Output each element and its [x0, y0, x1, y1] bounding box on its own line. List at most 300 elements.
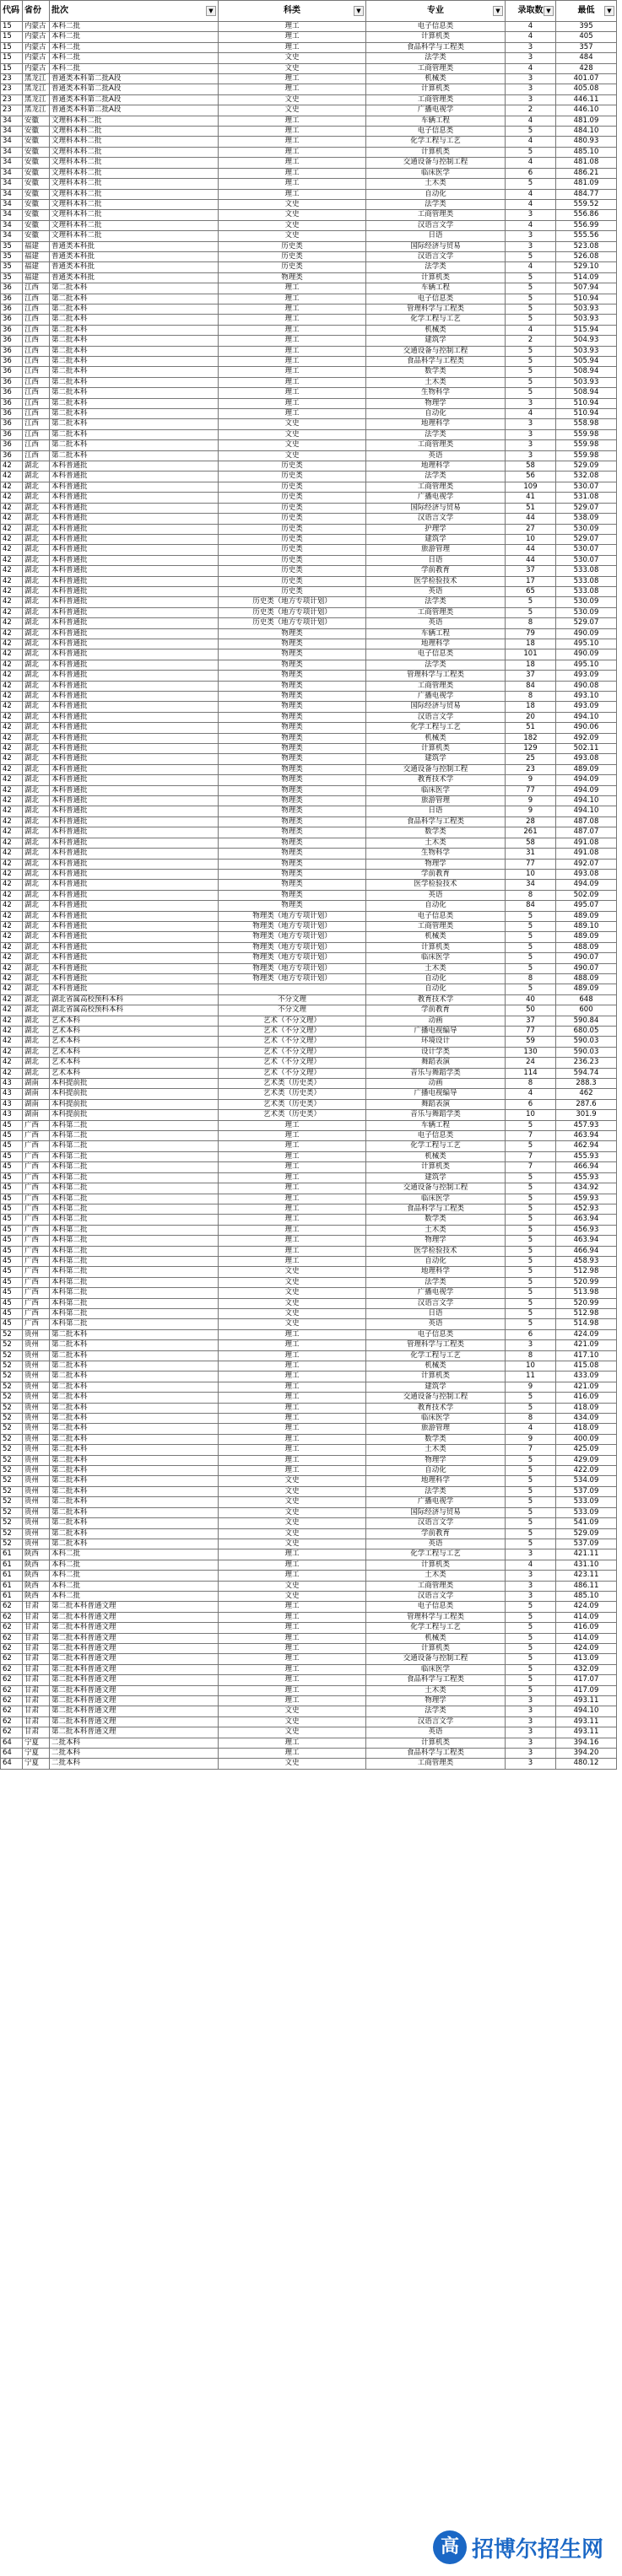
cell-min[interactable]: 395 — [556, 22, 617, 32]
cell-min[interactable]: 520.99 — [556, 1277, 617, 1287]
cell-min[interactable]: 456.93 — [556, 1225, 617, 1235]
cell-count[interactable]: 77 — [506, 1027, 556, 1037]
table-row[interactable] — [1, 294, 617, 304]
cell-min[interactable]: 490.07 — [556, 963, 617, 973]
cell-prov[interactable]: 江西 — [23, 304, 50, 314]
cell-code[interactable]: 15 — [1, 53, 23, 63]
cell-batch[interactable]: 本科第二批 — [50, 1236, 219, 1246]
cell-cat[interactable]: 理工 — [219, 116, 366, 126]
table-row[interactable] — [1, 1277, 617, 1287]
table-row[interactable] — [1, 660, 617, 670]
cell-cat[interactable]: 物理类 — [219, 723, 366, 733]
cell-major[interactable]: 车辆工程 — [366, 628, 506, 639]
cell-major[interactable]: 法学类 — [366, 1277, 506, 1287]
cell-count[interactable]: 5 — [506, 1194, 556, 1204]
cell-cat[interactable]: 文史 — [219, 1277, 366, 1287]
column-header-count[interactable] — [506, 1, 556, 22]
table-row[interactable] — [1, 32, 617, 42]
cell-batch[interactable]: 本科提前批 — [50, 1099, 219, 1109]
cell-major[interactable]: 国际经济与贸易 — [366, 702, 506, 712]
cell-code[interactable]: 42 — [1, 545, 23, 555]
cell-batch[interactable]: 第二批本科 — [50, 304, 219, 314]
cell-cat[interactable]: 物理类（地方专项计划） — [219, 942, 366, 952]
cell-batch[interactable]: 本科普通批 — [50, 963, 219, 973]
table-row[interactable] — [1, 838, 617, 848]
cell-prov[interactable]: 陕西 — [23, 1549, 50, 1560]
cell-batch[interactable]: 本科第二批 — [50, 1308, 219, 1318]
cell-prov[interactable]: 黑龙江 — [23, 105, 50, 116]
cell-code[interactable]: 36 — [1, 388, 23, 398]
cell-prov[interactable]: 贵州 — [23, 1455, 50, 1465]
cell-batch[interactable]: 本科第二批 — [50, 1215, 219, 1225]
cell-cat[interactable]: 物理类（地方专项计划） — [219, 921, 366, 931]
cell-code[interactable]: 62 — [1, 1623, 23, 1633]
cell-batch[interactable]: 本科普通批 — [50, 744, 219, 754]
cell-min[interactable]: 425.09 — [556, 1445, 617, 1455]
cell-prov[interactable]: 湖北 — [23, 838, 50, 848]
cell-cat[interactable]: 文史 — [219, 231, 366, 241]
table-row[interactable] — [1, 586, 617, 596]
cell-count[interactable]: 79 — [506, 628, 556, 639]
cell-batch[interactable]: 第二批本科 — [50, 388, 219, 398]
cell-cat[interactable]: 理工 — [219, 1256, 366, 1266]
cell-code[interactable]: 42 — [1, 953, 23, 963]
cell-batch[interactable]: 第二批本科 — [50, 398, 219, 408]
cell-major[interactable]: 计算机类 — [366, 1162, 506, 1172]
cell-major[interactable]: 车辆工程 — [366, 116, 506, 126]
cell-prov[interactable]: 湖南 — [23, 1089, 50, 1099]
cell-count[interactable]: 5 — [506, 1675, 556, 1685]
table-row[interactable] — [1, 74, 617, 84]
cell-count[interactable]: 58 — [506, 461, 556, 472]
cell-cat[interactable]: 物理类 — [219, 712, 366, 722]
cell-code[interactable]: 34 — [1, 137, 23, 147]
table-row[interactable] — [1, 1382, 617, 1392]
cell-prov[interactable]: 陕西 — [23, 1591, 50, 1601]
table-row[interactable] — [1, 1162, 617, 1172]
cell-code[interactable]: 36 — [1, 346, 23, 356]
cell-major[interactable]: 土木类 — [366, 1225, 506, 1235]
cell-cat[interactable]: 物理类（地方专项计划） — [219, 932, 366, 942]
cell-cat[interactable]: 物理类 — [219, 628, 366, 639]
cell-count[interactable]: 8 — [506, 618, 556, 628]
cell-major[interactable]: 电子信息类 — [366, 1602, 506, 1612]
cell-count[interactable]: 37 — [506, 1016, 556, 1026]
cell-count[interactable]: 5 — [506, 315, 556, 325]
table-row[interactable] — [1, 1308, 617, 1318]
cell-batch[interactable]: 本科普通批 — [50, 723, 219, 733]
table-row[interactable] — [1, 388, 617, 398]
cell-cat[interactable]: 历史类 — [219, 586, 366, 596]
cell-major[interactable]: 电子信息类 — [366, 911, 506, 921]
cell-cat[interactable]: 文史 — [219, 1288, 366, 1298]
cell-major[interactable]: 教育技术学 — [366, 1403, 506, 1413]
cell-batch[interactable]: 普通类本科第二批A段 — [50, 94, 219, 105]
cell-code[interactable]: 52 — [1, 1329, 23, 1339]
cell-prov[interactable]: 湖北 — [23, 649, 50, 660]
cell-major[interactable]: 交通设备与控制工程 — [366, 764, 506, 774]
cell-min[interactable]: 503.93 — [556, 346, 617, 356]
cell-cat[interactable]: 历史类（地方专项计划） — [219, 607, 366, 617]
cell-count[interactable]: 4 — [506, 137, 556, 147]
cell-count[interactable]: 5 — [506, 1612, 556, 1622]
cell-count[interactable]: 17 — [506, 576, 556, 586]
cell-count[interactable]: 4 — [506, 220, 556, 230]
table-row[interactable] — [1, 671, 617, 681]
cell-major[interactable]: 旅游管理 — [366, 796, 506, 806]
cell-cat[interactable]: 文史 — [219, 419, 366, 429]
cell-count[interactable]: 51 — [506, 723, 556, 733]
cell-code[interactable]: 34 — [1, 127, 23, 137]
table-row[interactable] — [1, 1507, 617, 1517]
cell-cat[interactable]: 物理类 — [219, 785, 366, 795]
cell-cat[interactable]: 物理类 — [219, 859, 366, 869]
cell-count[interactable]: 5 — [506, 1298, 556, 1308]
cell-major[interactable]: 自动化 — [366, 409, 506, 419]
cell-min[interactable]: 494.10 — [556, 712, 617, 722]
table-row[interactable] — [1, 158, 617, 168]
cell-min[interactable]: 414.09 — [556, 1633, 617, 1643]
cell-code[interactable]: 42 — [1, 806, 23, 816]
cell-prov[interactable]: 湖北 — [23, 953, 50, 963]
cell-count[interactable]: 37 — [506, 566, 556, 576]
cell-batch[interactable]: 艺术本科 — [50, 1016, 219, 1026]
cell-major[interactable]: 广播电视学 — [366, 105, 506, 116]
cell-count[interactable]: 5 — [506, 1539, 556, 1549]
cell-code[interactable]: 42 — [1, 493, 23, 503]
cell-batch[interactable]: 普通类本科批 — [50, 251, 219, 261]
cell-major[interactable]: 自动化 — [366, 189, 506, 199]
cell-prov[interactable]: 广西 — [23, 1256, 50, 1266]
cell-code[interactable]: 42 — [1, 649, 23, 660]
cell-count[interactable]: 4 — [506, 1560, 556, 1570]
cell-batch[interactable]: 本科第二批 — [50, 1172, 219, 1183]
cell-count[interactable]: 3 — [506, 1591, 556, 1601]
cell-batch[interactable]: 本科普通批 — [50, 785, 219, 795]
cell-min[interactable]: 559.98 — [556, 450, 617, 461]
table-row[interactable] — [1, 973, 617, 984]
cell-code[interactable]: 36 — [1, 429, 23, 439]
table-row[interactable] — [1, 440, 617, 450]
cell-count[interactable]: 25 — [506, 754, 556, 764]
cell-min[interactable]: 531.08 — [556, 493, 617, 503]
table-row[interactable] — [1, 806, 617, 816]
cell-count[interactable]: 4 — [506, 22, 556, 32]
table-row[interactable] — [1, 1236, 617, 1246]
cell-cat[interactable]: 物理类 — [219, 775, 366, 785]
cell-cat[interactable]: 物理类 — [219, 272, 366, 283]
cell-code[interactable]: 15 — [1, 32, 23, 42]
cell-count[interactable]: 3 — [506, 419, 556, 429]
table-row[interactable] — [1, 1089, 617, 1099]
cell-min[interactable]: 541.09 — [556, 1518, 617, 1528]
cell-code[interactable]: 42 — [1, 576, 23, 586]
cell-min[interactable]: 466.94 — [556, 1246, 617, 1256]
cell-major[interactable]: 车辆工程 — [366, 1120, 506, 1130]
table-row[interactable] — [1, 450, 617, 461]
cell-major[interactable]: 土木类 — [366, 963, 506, 973]
cell-count[interactable]: 5 — [506, 179, 556, 189]
cell-min[interactable]: 487.08 — [556, 816, 617, 827]
table-row[interactable] — [1, 1571, 617, 1581]
table-row[interactable] — [1, 220, 617, 230]
cell-batch[interactable]: 第二批本科 — [50, 1466, 219, 1476]
cell-cat[interactable]: 艺术（不分文理） — [219, 1016, 366, 1026]
table-row[interactable] — [1, 524, 617, 534]
table-row[interactable] — [1, 461, 617, 472]
cell-min[interactable]: 462 — [556, 1089, 617, 1099]
cell-major[interactable]: 工商管理类 — [366, 921, 506, 931]
cell-count[interactable]: 6 — [506, 168, 556, 178]
cell-prov[interactable]: 福建 — [23, 272, 50, 283]
cell-major[interactable]: 国际经济与贸易 — [366, 1507, 506, 1517]
cell-batch[interactable]: 文理科本科二批 — [50, 199, 219, 209]
cell-count[interactable]: 4 — [506, 325, 556, 335]
cell-batch[interactable]: 本科第二批 — [50, 1141, 219, 1151]
cell-count[interactable]: 11 — [506, 1372, 556, 1382]
cell-batch[interactable]: 第二批本科 — [50, 1414, 219, 1424]
cell-major[interactable]: 地理科学 — [366, 419, 506, 429]
cell-batch[interactable]: 文理科本科二批 — [50, 189, 219, 199]
cell-code[interactable]: 34 — [1, 147, 23, 157]
cell-batch[interactable]: 本科普通批 — [50, 618, 219, 628]
table-row[interactable] — [1, 1486, 617, 1496]
cell-batch[interactable]: 第二批本科普通文理 — [50, 1612, 219, 1622]
cell-code[interactable]: 42 — [1, 901, 23, 911]
table-row[interactable] — [1, 1298, 617, 1308]
table-row[interactable] — [1, 63, 617, 73]
cell-code[interactable]: 36 — [1, 336, 23, 346]
cell-prov[interactable]: 广西 — [23, 1288, 50, 1298]
cell-batch[interactable]: 本科二批 — [50, 1571, 219, 1581]
cell-min[interactable]: 405.08 — [556, 84, 617, 94]
cell-min[interactable]: 590.03 — [556, 1047, 617, 1057]
cell-batch[interactable]: 第二批本科 — [50, 1445, 219, 1455]
cell-code[interactable]: 42 — [1, 1016, 23, 1026]
cell-prov[interactable]: 贵州 — [23, 1528, 50, 1539]
cell-min[interactable]: 424.09 — [556, 1643, 617, 1653]
cell-code[interactable]: 45 — [1, 1246, 23, 1256]
cell-count[interactable]: 5 — [506, 377, 556, 387]
cell-prov[interactable]: 贵州 — [23, 1434, 50, 1444]
cell-prov[interactable]: 湖北 — [23, 806, 50, 816]
cell-prov[interactable]: 湖北 — [23, 785, 50, 795]
cell-code[interactable]: 45 — [1, 1225, 23, 1235]
cell-major[interactable]: 工商管理类 — [366, 482, 506, 492]
cell-count[interactable]: 5 — [506, 1183, 556, 1194]
cell-code[interactable]: 62 — [1, 1643, 23, 1653]
cell-min[interactable]: 495.07 — [556, 901, 617, 911]
table-row[interactable] — [1, 1497, 617, 1507]
cell-batch[interactable]: 第二批本科 — [50, 1350, 219, 1361]
cell-prov[interactable]: 甘肃 — [23, 1612, 50, 1622]
table-row[interactable] — [1, 1738, 617, 1748]
cell-min[interactable]: 532.08 — [556, 472, 617, 482]
cell-min[interactable]: 510.94 — [556, 398, 617, 408]
cell-count[interactable]: 3 — [506, 231, 556, 241]
cell-cat[interactable]: 艺术类（历史类） — [219, 1110, 366, 1120]
cell-count[interactable]: 5 — [506, 1215, 556, 1225]
filter-dropdown-icon[interactable]: ▼ — [493, 6, 503, 16]
cell-major[interactable]: 食品科学与工程类 — [366, 1675, 506, 1685]
cell-batch[interactable]: 第二批本科普通文理 — [50, 1685, 219, 1695]
cell-cat[interactable]: 艺术（不分文理） — [219, 1068, 366, 1078]
cell-cat[interactable]: 理工 — [219, 22, 366, 32]
cell-code[interactable]: 42 — [1, 869, 23, 879]
cell-min[interactable]: 463.94 — [556, 1215, 617, 1225]
cell-prov[interactable]: 贵州 — [23, 1476, 50, 1486]
cell-batch[interactable]: 文理科本科二批 — [50, 127, 219, 137]
cell-cat[interactable]: 文史 — [219, 1706, 366, 1716]
cell-min[interactable]: 423.11 — [556, 1571, 617, 1581]
cell-min[interactable]: 556.99 — [556, 220, 617, 230]
cell-prov[interactable]: 甘肃 — [23, 1675, 50, 1685]
cell-code[interactable]: 52 — [1, 1372, 23, 1382]
cell-cat[interactable]: 文史 — [219, 429, 366, 439]
cell-major[interactable]: 法学类 — [366, 1706, 506, 1716]
cell-code[interactable]: 62 — [1, 1727, 23, 1738]
cell-prov[interactable]: 湖北 — [23, 712, 50, 722]
cell-code[interactable]: 45 — [1, 1319, 23, 1329]
cell-code[interactable]: 62 — [1, 1675, 23, 1685]
table-row[interactable] — [1, 1518, 617, 1528]
cell-min[interactable]: 463.94 — [556, 1131, 617, 1141]
cell-prov[interactable]: 湖北 — [23, 534, 50, 544]
cell-count[interactable]: 5 — [506, 1602, 556, 1612]
cell-major[interactable]: 化学工程与工艺 — [366, 315, 506, 325]
table-row[interactable] — [1, 1434, 617, 1444]
cell-cat[interactable]: 理工 — [219, 1141, 366, 1151]
cell-min[interactable]: 487.07 — [556, 827, 617, 838]
cell-batch[interactable]: 本科普通批 — [50, 628, 219, 639]
cell-code[interactable]: 42 — [1, 942, 23, 952]
cell-cat[interactable]: 理工 — [219, 168, 366, 178]
cell-code[interactable]: 45 — [1, 1277, 23, 1287]
cell-prov[interactable]: 贵州 — [23, 1497, 50, 1507]
cell-count[interactable]: 3 — [506, 1340, 556, 1350]
cell-major[interactable]: 地理科学 — [366, 1267, 506, 1277]
cell-count[interactable]: 44 — [506, 514, 556, 524]
cell-min[interactable]: 529.10 — [556, 262, 617, 272]
cell-prov[interactable]: 广西 — [23, 1225, 50, 1235]
cell-code[interactable]: 45 — [1, 1151, 23, 1161]
cell-cat[interactable]: 艺术（不分文理） — [219, 1047, 366, 1057]
cell-cat[interactable]: 理工 — [219, 137, 366, 147]
cell-min[interactable]: 515.94 — [556, 325, 617, 335]
cell-min[interactable]: 434.92 — [556, 1183, 617, 1194]
cell-code[interactable]: 36 — [1, 283, 23, 294]
cell-major[interactable]: 食品科学与工程类 — [366, 1749, 506, 1759]
cell-code[interactable]: 23 — [1, 74, 23, 84]
cell-count[interactable]: 130 — [506, 1047, 556, 1057]
cell-code[interactable]: 34 — [1, 199, 23, 209]
table-row[interactable] — [1, 1654, 617, 1664]
cell-batch[interactable]: 第二批本科 — [50, 336, 219, 346]
cell-prov[interactable]: 广西 — [23, 1204, 50, 1214]
cell-batch[interactable]: 第二批本科 — [50, 419, 219, 429]
cell-batch[interactable]: 本科第二批 — [50, 1225, 219, 1235]
cell-code[interactable]: 62 — [1, 1654, 23, 1664]
cell-code[interactable]: 42 — [1, 503, 23, 513]
table-row[interactable] — [1, 869, 617, 879]
cell-prov[interactable]: 广西 — [23, 1120, 50, 1130]
cell-count[interactable]: 5 — [506, 1497, 556, 1507]
table-row[interactable] — [1, 1016, 617, 1026]
cell-batch[interactable]: 本科提前批 — [50, 1110, 219, 1120]
cell-count[interactable]: 3 — [506, 53, 556, 63]
cell-prov[interactable]: 福建 — [23, 262, 50, 272]
column-header-code[interactable] — [1, 1, 23, 22]
cell-count[interactable]: 59 — [506, 1037, 556, 1047]
cell-min[interactable]: 428 — [556, 63, 617, 73]
cell-count[interactable]: 24 — [506, 1058, 556, 1068]
cell-cat[interactable]: 历史类（地方专项计划） — [219, 597, 366, 607]
table-row[interactable] — [1, 1612, 617, 1622]
cell-min[interactable]: 421.09 — [556, 1340, 617, 1350]
table-row[interactable] — [1, 1131, 617, 1141]
cell-batch[interactable]: 本科提前批 — [50, 1089, 219, 1099]
cell-batch[interactable]: 本科普通批 — [50, 754, 219, 764]
cell-major[interactable]: 物理学 — [366, 1455, 506, 1465]
cell-cat[interactable]: 理工 — [219, 1749, 366, 1759]
cell-count[interactable]: 9 — [506, 775, 556, 785]
cell-cat[interactable]: 理工 — [219, 179, 366, 189]
cell-batch[interactable]: 本科第二批 — [50, 1183, 219, 1194]
cell-major[interactable]: 机械类 — [366, 733, 506, 743]
cell-prov[interactable]: 黑龙江 — [23, 84, 50, 94]
cell-code[interactable]: 61 — [1, 1549, 23, 1560]
cell-code[interactable]: 52 — [1, 1466, 23, 1476]
cell-min[interactable]: 421.11 — [556, 1549, 617, 1560]
cell-count[interactable]: 10 — [506, 534, 556, 544]
cell-major[interactable]: 地理科学 — [366, 461, 506, 472]
table-row[interactable] — [1, 859, 617, 869]
cell-cat[interactable]: 文史 — [219, 1716, 366, 1727]
cell-code[interactable]: 45 — [1, 1172, 23, 1183]
cell-min[interactable]: 405 — [556, 32, 617, 42]
cell-min[interactable]: 413.09 — [556, 1654, 617, 1664]
cell-prov[interactable]: 湖南 — [23, 1110, 50, 1120]
cell-major[interactable]: 土木类 — [366, 1685, 506, 1695]
cell-code[interactable]: 15 — [1, 42, 23, 52]
cell-count[interactable]: 28 — [506, 816, 556, 827]
cell-min[interactable]: 417.09 — [556, 1685, 617, 1695]
cell-count[interactable]: 5 — [506, 942, 556, 952]
cell-batch[interactable]: 艺术本科 — [50, 1027, 219, 1037]
table-row[interactable] — [1, 1414, 617, 1424]
table-row[interactable] — [1, 921, 617, 931]
cell-batch[interactable]: 第二批本科普通文理 — [50, 1654, 219, 1664]
cell-min[interactable]: 459.93 — [556, 1194, 617, 1204]
table-row[interactable] — [1, 963, 617, 973]
cell-prov[interactable]: 甘肃 — [23, 1633, 50, 1643]
table-row[interactable] — [1, 1633, 617, 1643]
cell-count[interactable]: 3 — [506, 1716, 556, 1727]
cell-count[interactable]: 8 — [506, 1350, 556, 1361]
cell-batch[interactable]: 第二批本科 — [50, 377, 219, 387]
cell-cat[interactable]: 理工 — [219, 1445, 366, 1455]
cell-count[interactable]: 5 — [506, 597, 556, 607]
cell-batch[interactable]: 第二批本科 — [50, 1382, 219, 1392]
cell-min[interactable]: 416.09 — [556, 1623, 617, 1633]
cell-count[interactable]: 18 — [506, 702, 556, 712]
cell-min[interactable]: 533.09 — [556, 1507, 617, 1517]
cell-min[interactable]: 434.09 — [556, 1414, 617, 1424]
table-row[interactable] — [1, 628, 617, 639]
cell-cat[interactable]: 理工 — [219, 315, 366, 325]
cell-count[interactable]: 3 — [506, 1571, 556, 1581]
cell-count[interactable]: 8 — [506, 1079, 556, 1089]
